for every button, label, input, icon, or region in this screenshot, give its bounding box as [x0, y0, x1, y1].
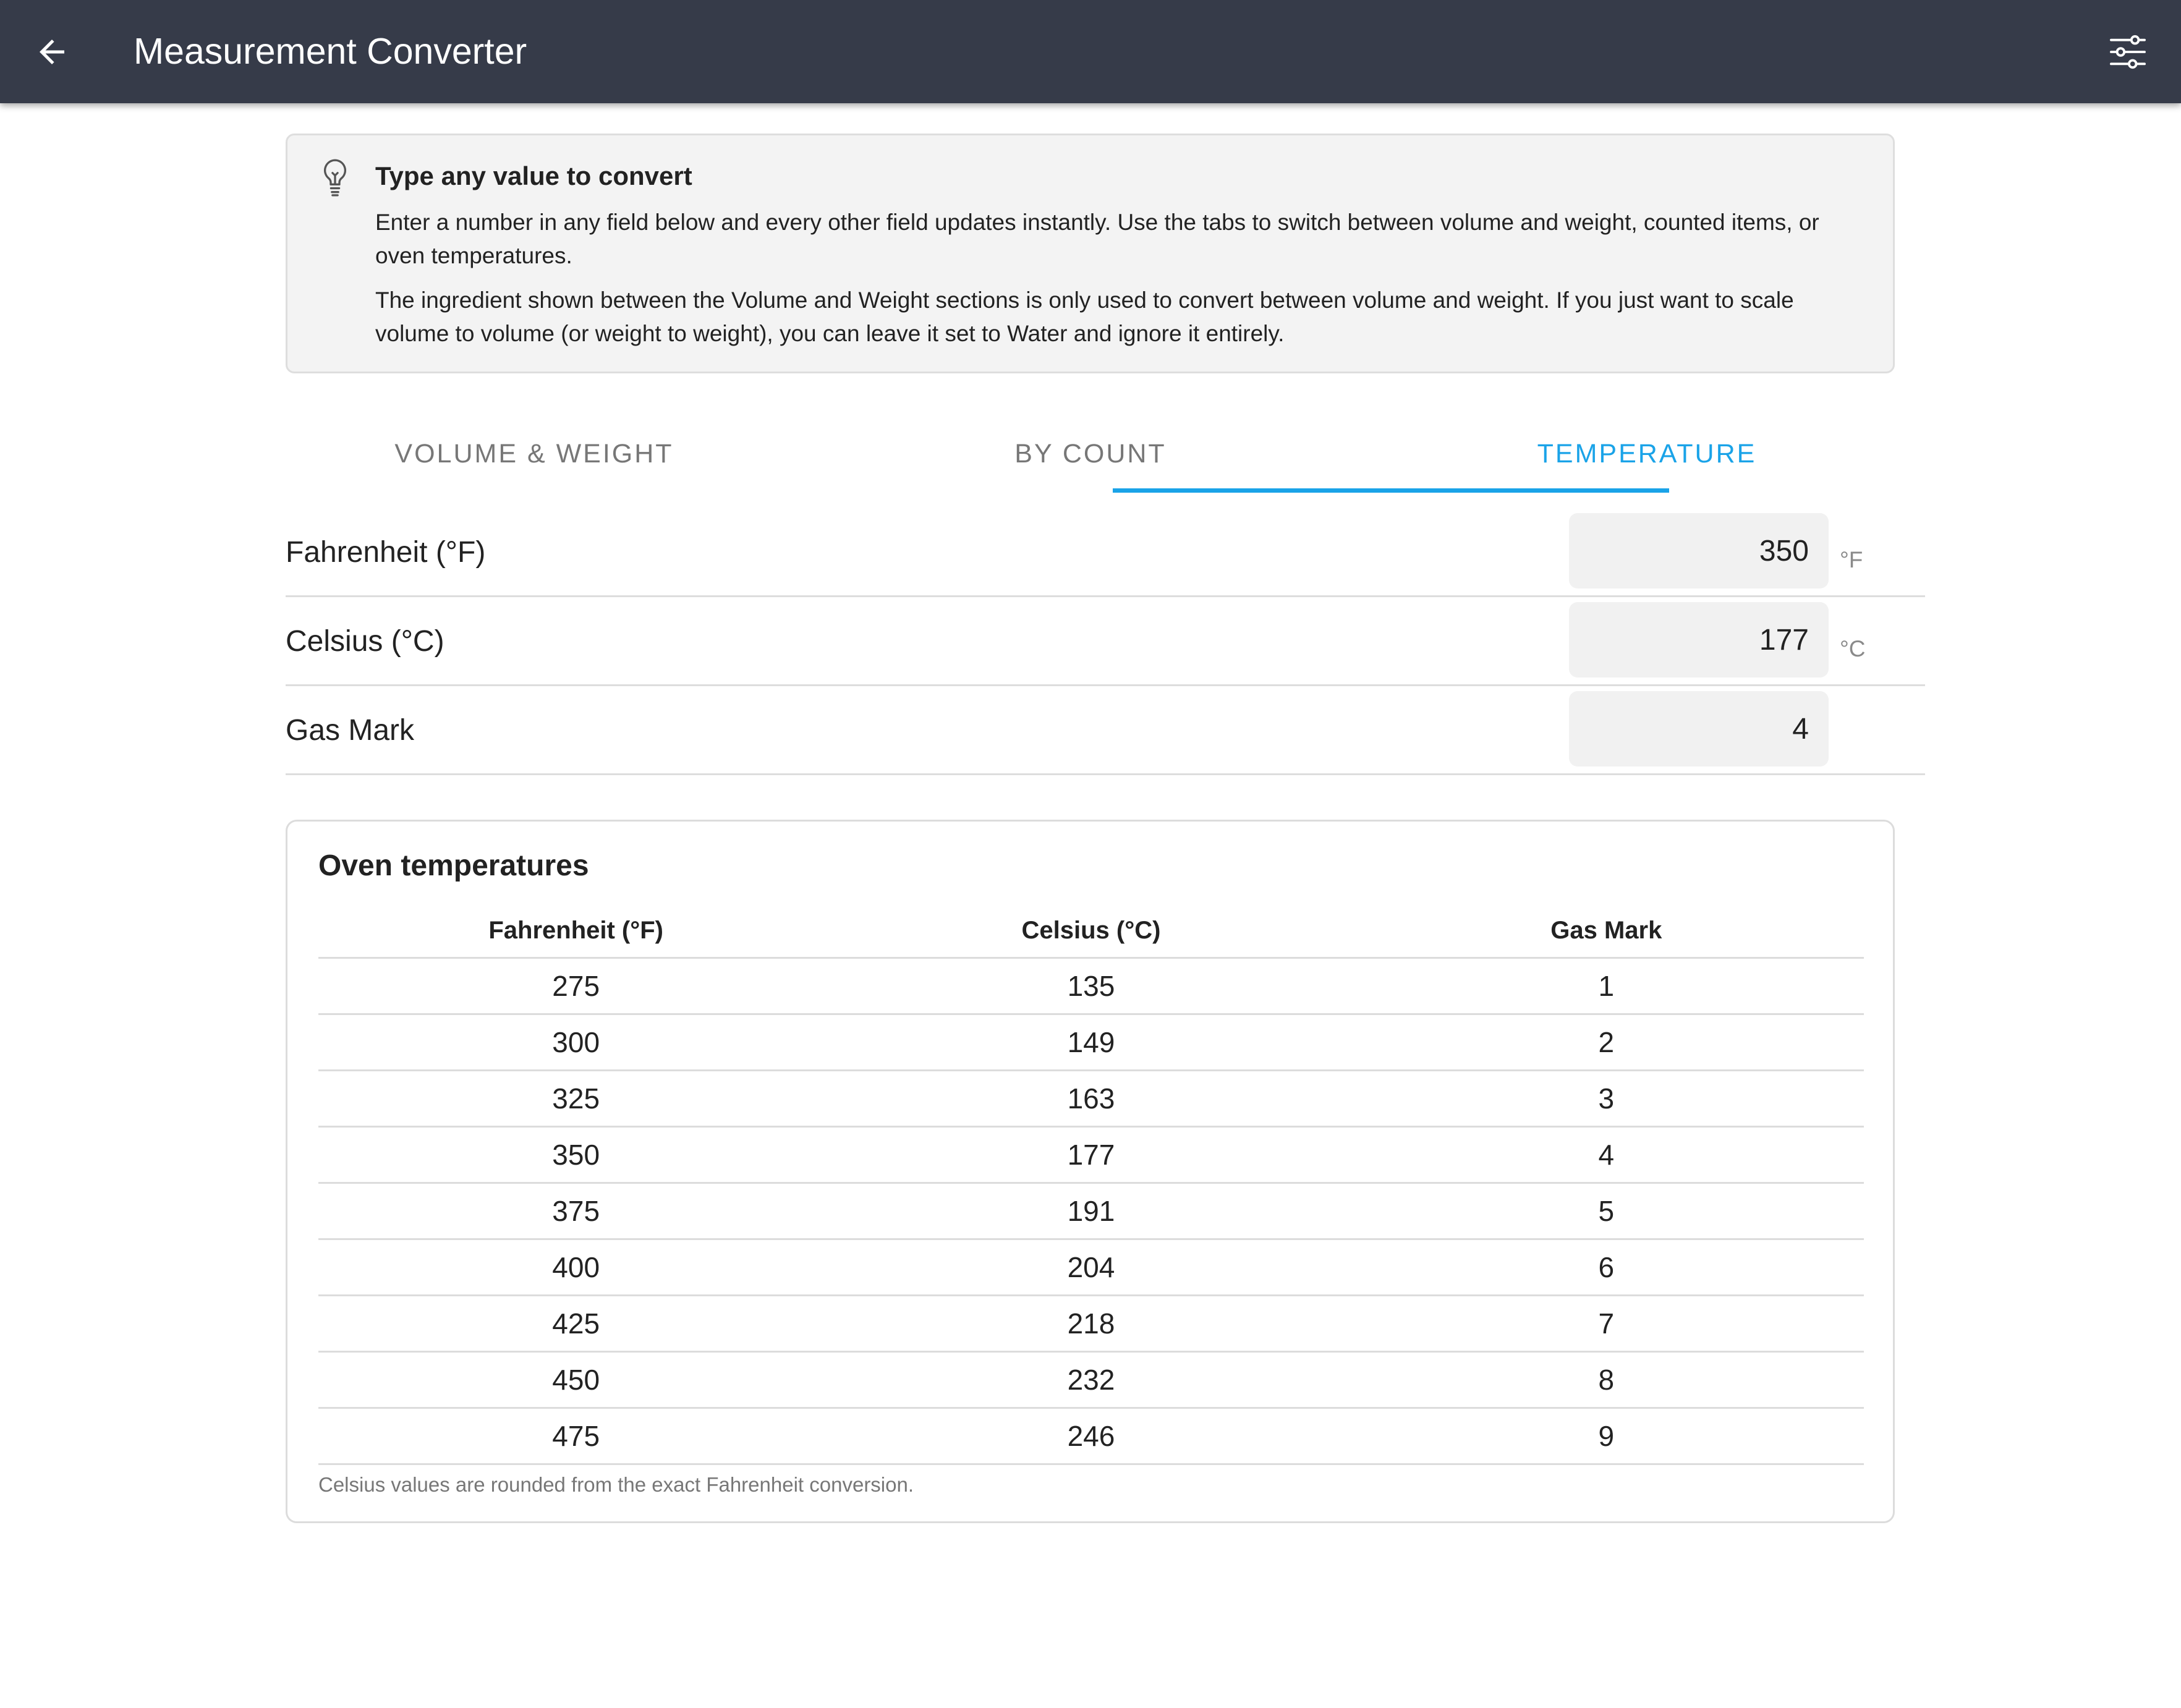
table-cell: 204: [1067, 1251, 1115, 1283]
table-row: [318, 1128, 1864, 1184]
table-cell: 300: [552, 1026, 600, 1058]
table-cell: 9: [1598, 1420, 1615, 1452]
settings-button[interactable]: [2104, 31, 2151, 73]
tab-bar: [256, 414, 1925, 493]
info-paragraph: Enter a number in any field below and every other field updates instantly. Use the tabs to switch between volume and weight, counted items, or oven temperatures.: [375, 210, 1819, 268]
table-row: [318, 1240, 1864, 1296]
table-row: [318, 1409, 1864, 1465]
table-cell: 400: [552, 1251, 600, 1283]
table-cell: 5: [1598, 1195, 1615, 1227]
info-card: [286, 134, 1895, 373]
temperature-converter: [286, 508, 1925, 775]
table-cell: 149: [1067, 1026, 1115, 1058]
table-title: Oven temperatures: [318, 849, 589, 882]
fahrenheit-input[interactable]: [1569, 513, 1829, 588]
table-cell: 246: [1067, 1420, 1115, 1452]
table-cell: 2: [1598, 1026, 1615, 1058]
oven-temperatures-card: [286, 820, 1895, 1523]
back-button[interactable]: [31, 31, 73, 73]
app-bar: [0, 0, 2181, 103]
table-row: [318, 1296, 1864, 1353]
tab-by-count[interactable]: BY COUNT: [1014, 438, 1167, 469]
celsius-label: Celsius (°C): [286, 625, 444, 658]
gas-mark-input[interactable]: [1569, 691, 1829, 767]
tab-volume-weight[interactable]: VOLUME & WEIGHT: [394, 438, 674, 469]
table-row: [318, 1015, 1864, 1071]
table-row: [318, 959, 1864, 1015]
table-cell: 8: [1598, 1364, 1615, 1396]
table-cell: 3: [1598, 1082, 1615, 1115]
table-cell: 275: [552, 970, 600, 1002]
celsius-unit: °C: [1840, 636, 1866, 661]
converter-row-fahrenheit: [286, 508, 1925, 597]
column-header: Fahrenheit (°F): [488, 917, 663, 944]
oven-temperatures-table: [318, 904, 1864, 1465]
lightbulb-icon: [320, 158, 351, 198]
table-cell: 375: [552, 1195, 600, 1227]
table-cell: 425: [552, 1307, 600, 1340]
info-title: Type any value to convert: [375, 161, 692, 190]
table-cell: 135: [1067, 970, 1115, 1002]
table-cell: 7: [1598, 1307, 1615, 1340]
table-cell: 4: [1598, 1139, 1615, 1171]
column-header: Gas Mark: [1550, 917, 1662, 944]
table-cell: 163: [1067, 1082, 1115, 1115]
fahrenheit-label: Fahrenheit (°F): [286, 536, 486, 569]
column-header: Celsius (°C): [1021, 917, 1161, 944]
table-cell: 232: [1067, 1364, 1115, 1396]
table-footnote: Celsius values are rounded from the exact Fahrenheit conversion.: [318, 1473, 914, 1496]
table-cell: 218: [1067, 1307, 1115, 1340]
arrow-left-icon: [33, 33, 70, 70]
celsius-input[interactable]: [1569, 602, 1829, 678]
table-row: [318, 1071, 1864, 1128]
tab-temperature[interactable]: TEMPERATURE: [1537, 438, 1757, 469]
table-row: [318, 1184, 1864, 1240]
active-tab-indicator: [1113, 488, 1669, 493]
fahrenheit-unit: °F: [1840, 547, 1863, 572]
page-title: Measurement Converter: [134, 31, 527, 72]
table-cell: 1: [1598, 970, 1615, 1002]
gas-mark-label: Gas Mark: [286, 714, 415, 747]
table-cell: 191: [1067, 1195, 1115, 1227]
converter-row-gas-mark: [286, 686, 1925, 775]
sliders-icon: [2109, 34, 2147, 70]
info-paragraph: The ingredient shown between the Volume and Weight sections is only used to convert between volume and weight. If you just want to scale volume to volume (or weight to weight), you can leave it set to Water and ignore it entirely.: [375, 287, 1794, 346]
table-cell: 475: [552, 1420, 600, 1452]
table-cell: 177: [1067, 1139, 1115, 1171]
table-cell: 6: [1598, 1251, 1615, 1283]
table-cell: 350: [552, 1139, 600, 1171]
table-cell: 325: [552, 1082, 600, 1115]
table-row: [318, 1353, 1864, 1409]
converter-row-celsius: [286, 597, 1925, 686]
table-cell: 450: [552, 1364, 600, 1396]
table-header: [318, 904, 1864, 959]
